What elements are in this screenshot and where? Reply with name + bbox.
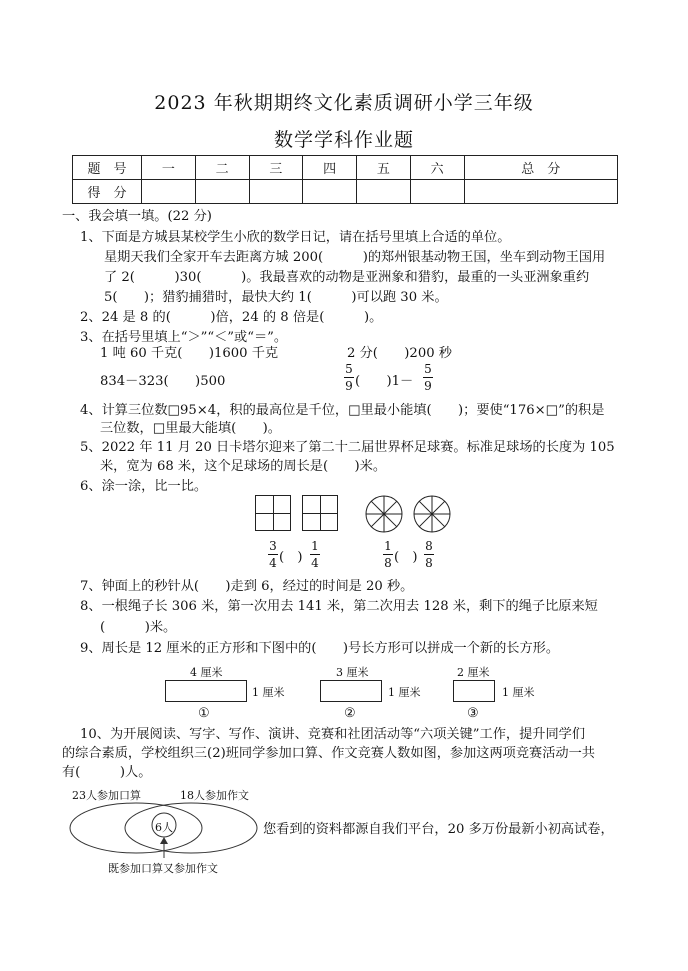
q3-fraction-left-den: 9: [345, 379, 353, 393]
score-row-label: 得 分: [73, 180, 142, 204]
q3-fraction-right-num: 5: [424, 362, 432, 376]
score-cell[interactable]: [464, 180, 618, 204]
rectangle-2: [320, 680, 382, 702]
q3-fraction-right: [423, 362, 433, 393]
square-quarters-figure[interactable]: [302, 495, 338, 531]
fraction-denominator: 8: [425, 556, 433, 570]
exam-subtitle: 数学学科作业题: [273, 129, 414, 151]
score-header-2: 二: [195, 156, 249, 180]
q10-line1: 10、为开展阅读、写字、写作、演讲、竞赛和社团活动等“六项关键”工作，提升同学们: [80, 727, 586, 742]
fraction-denominator: 4: [269, 556, 277, 570]
q6-compare-2: ( ): [394, 550, 418, 565]
q3-d-mid: ( )1－: [355, 374, 414, 389]
circle-eighths-figure[interactable]: [412, 494, 452, 534]
circle-eighths-figure[interactable]: [364, 494, 404, 534]
q5-line1: 5、2022 年 11 月 20 日卡塔尔迎来了第二十二届世界杯足球赛。标准足球场的长度为 105: [80, 440, 615, 455]
fraction-numerator: 1: [384, 539, 392, 553]
q1-line3: 了 2( )30( )。我最喜欢的动物是亚洲象和猎豹，最重的一头亚洲象重约: [104, 270, 590, 285]
score-cell[interactable]: [357, 180, 411, 204]
score-header-6: 六: [410, 156, 464, 180]
q3-fraction-left-num: 5: [345, 362, 353, 376]
rect2-length-label: 3 厘米: [336, 666, 369, 679]
fraction-denominator: 8: [384, 556, 392, 570]
venn-bottom-label: 既参加口算又参加作文: [108, 862, 218, 875]
q1-line1: 1、下面是方城县某校学生小欣的数学日记，请在括号里填上合适的单位。: [80, 230, 511, 245]
q5-line2: 米，宽为 68 米，这个足球场的周长是( )米。: [100, 459, 387, 474]
rectangle-3: [453, 680, 495, 702]
q3-c: 834－323( )500: [100, 374, 226, 389]
score-cell[interactable]: [303, 180, 357, 204]
score-cell[interactable]: [249, 180, 303, 204]
q3-b: 2 分( )200 秒: [347, 346, 452, 361]
score-header-3: 三: [249, 156, 303, 180]
rectangle-1: [165, 680, 247, 702]
venn-left-label: 23人参加口算: [72, 789, 141, 802]
q6-line1: 6、涂一涂，比一比。: [80, 479, 208, 494]
q9-line1: 9、周长是 12 厘米的正方形和下图中的( )号长方形可以拼成一个新的长方形。: [80, 641, 560, 656]
score-header-5: 五: [357, 156, 411, 180]
square-quarters-figure[interactable]: [255, 495, 291, 531]
q7-line: 7、钟面上的秒针从( )走到 6，经过的时间是 20 秒。: [80, 579, 414, 594]
q6-fraction-2: [310, 539, 320, 570]
fraction-denominator: 4: [311, 556, 319, 570]
venn-right-label: 18人参加作文: [180, 789, 249, 802]
q6-compare-1: ( ): [279, 550, 303, 565]
q3-fraction-left: [344, 362, 354, 393]
section-heading: 一、我会填一填。(22 分): [62, 209, 212, 224]
q6-fraction-3: [383, 539, 393, 570]
score-header-4: 四: [303, 156, 357, 180]
rect3-number: ③: [467, 706, 479, 721]
q6-fraction-1: [268, 539, 278, 570]
fraction-numerator: 3: [269, 539, 277, 553]
q8-line2: ( )米。: [100, 620, 177, 635]
q3-line1: 3、在括号里填上“＞”“＜”或“＝”。: [80, 330, 288, 345]
score-header-total: 总 分: [464, 156, 618, 180]
score-cell[interactable]: [195, 180, 249, 204]
score-header-label: 题 号: [73, 156, 142, 180]
rect3-length-label: 2 厘米: [457, 666, 490, 679]
venn-overlap-label: 6人: [155, 821, 173, 834]
fraction-numerator: 1: [311, 539, 319, 553]
rect1-length-label: 4 厘米: [190, 666, 223, 679]
q2-line: 2、24 是 8 的( )倍，24 的 8 倍是( )。: [80, 310, 383, 325]
q6-fraction-4: [424, 539, 434, 570]
q4-line2: 三位数，□里最大能填( )。: [100, 421, 281, 436]
fraction-numerator: 8: [425, 539, 433, 553]
q1-line2: 星期天我们全家开车去距离方城 200( )的郑州银基动物王国，坐车到动物王国用: [104, 250, 606, 265]
q4-line1: 4、计算三位数□95×4，积的最高位是千位，□里最小能填( )；要使“176×□”的积是: [80, 403, 605, 418]
score-header-1: 一: [142, 156, 196, 180]
q10-line2: 的综合素质，学校组织三(2)班同学参加口算、作文竞赛人数如图，参加这两项竞赛活动一共: [62, 746, 595, 761]
score-cell[interactable]: [142, 180, 196, 204]
q10-line3: 有( )人。: [62, 765, 152, 780]
side-note: 您看到的资料都源自我们平台，20 多万份最新小初高试卷，: [263, 822, 614, 837]
rect1-width-label: 1 厘米: [252, 686, 285, 699]
q8-line1: 8、一根绳子长 306 米，第一次用去 141 米，第二次用去 128 米，剩下的绳子比原来短: [80, 599, 598, 614]
rect2-number: ②: [344, 706, 356, 721]
q1-line4: 5( )；猎豹捕猎时，最快大约 1( )可以跑 30 米。: [104, 290, 448, 305]
exam-title: 2023 年秋期期终文化素质调研小学三年级: [154, 92, 534, 114]
rect1-number: ①: [198, 706, 210, 721]
score-table: [72, 155, 618, 204]
q3-fraction-right-den: 9: [424, 379, 432, 393]
q3-a: 1 吨 60 千克( )1600 千克: [100, 346, 279, 361]
score-cell[interactable]: [410, 180, 464, 204]
rect2-width-label: 1 厘米: [388, 686, 421, 699]
rect3-width-label: 1 厘米: [502, 686, 535, 699]
